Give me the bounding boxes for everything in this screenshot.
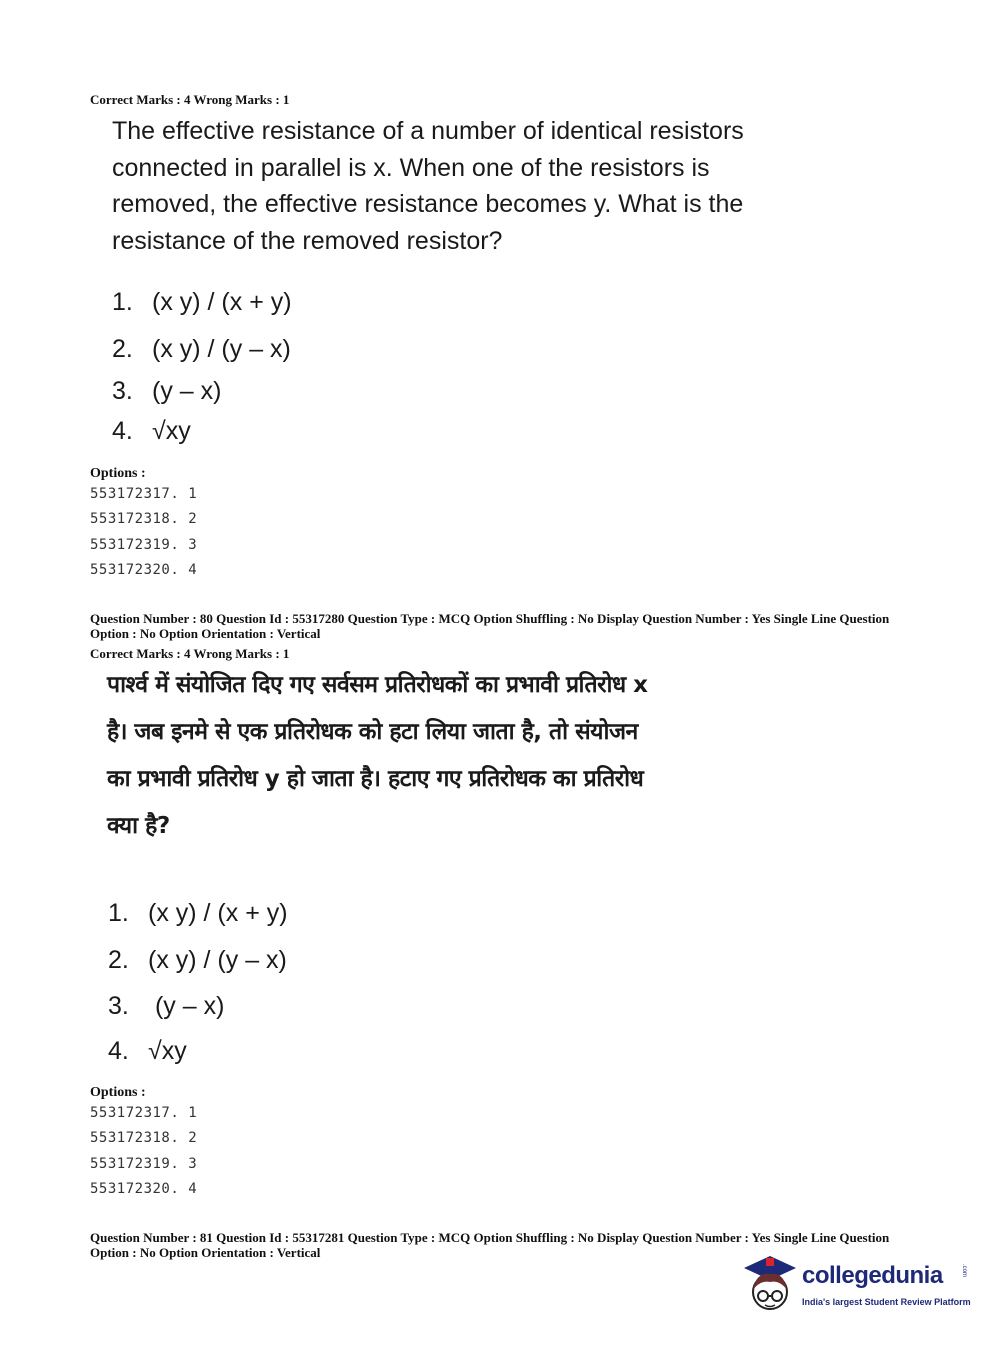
q79-question-text xyxy=(112,113,872,259)
q79-question-line: removed, the effective resistance becomes y. What is the xyxy=(112,190,744,218)
q80-answer-2: 2. (x y) / (y – x) xyxy=(108,946,287,974)
q80-option-id: 553172319. 3 xyxy=(90,1156,198,1172)
q79-option-id: 553172320. 4 xyxy=(90,562,198,578)
mascot-icon xyxy=(740,1250,800,1320)
q79-option-id: 553172317. 1 xyxy=(90,486,198,502)
q80-header: Question Number : 80 Question Id : 55317280 Question Type : MCQ Option Shuffling : No Display Question Number : Yes Single Line Question Option : No Option Orientation : Vertical xyxy=(90,611,890,641)
logo-wordmark: collegedunia xyxy=(802,1262,943,1289)
q79-answer-2: 2. (x y) / (y – x) xyxy=(112,335,291,363)
q79-answer-3: 3. (y – x) xyxy=(112,377,222,405)
q79-option-id: 553172319. 3 xyxy=(90,537,198,553)
q81-header: Question Number : 81 Question Id : 55317281 Question Type : MCQ Option Shuffling : No Display Question Number : Yes Single Line Question Option : No Option Orientation : Vertical xyxy=(90,1230,890,1260)
q80-option-id: 553172320. 4 xyxy=(90,1181,198,1197)
q80-answer-1: 1. (x y) / (x + y) xyxy=(108,899,288,927)
q79-option-id: 553172318. 2 xyxy=(90,511,198,527)
q80-answer-4: 4. √xy xyxy=(108,1037,187,1065)
q80-question-line: पार्श्व में संयोजित दिए गए सर्वसम प्रतिरोधकों का प्रभावी प्रतिरोध x xyxy=(107,672,648,698)
q79-answer-1: 1. (x y) / (x + y) xyxy=(112,288,292,316)
q79-marks: Correct Marks : 4 Wrong Marks : 1 xyxy=(90,92,290,107)
q80-answer-3: 3. (y – x) xyxy=(108,992,225,1020)
q80-options-label: Options : xyxy=(90,1085,146,1100)
q79-question-line: connected in parallel is x. When one of the resistors is xyxy=(112,153,710,182)
q80-option-id: 553172317. 1 xyxy=(90,1105,198,1121)
q80-marks: Correct Marks : 4 Wrong Marks : 1 xyxy=(90,646,290,661)
q80-option-id: 553172318. 2 xyxy=(90,1130,198,1146)
q80-question-line: है। जब इनमे से एक प्रतिरोधक को हटा लिया जाता है, तो संयोजन xyxy=(107,719,638,745)
q80-question-line: क्या है? xyxy=(107,813,170,839)
q79-options-label: Options : xyxy=(90,466,146,481)
q80-question-line: का प्रभावी प्रतिरोध y हो जाता है। हटाए गए प्रतिरोधक का प्रतिरोध xyxy=(107,766,644,792)
collegedunia-logo xyxy=(740,1250,980,1320)
logo-tagline: India's largest Student Review Platform xyxy=(802,1297,971,1307)
q80-question-text xyxy=(107,662,867,850)
q79-question-line: The effective resistance of a number of identical resistors xyxy=(112,117,744,145)
q79-question-line: resistance of the removed resistor? xyxy=(112,226,503,255)
q79-answer-4: 4. √xy xyxy=(112,417,191,445)
logo-suffix: .com xyxy=(961,1264,967,1278)
